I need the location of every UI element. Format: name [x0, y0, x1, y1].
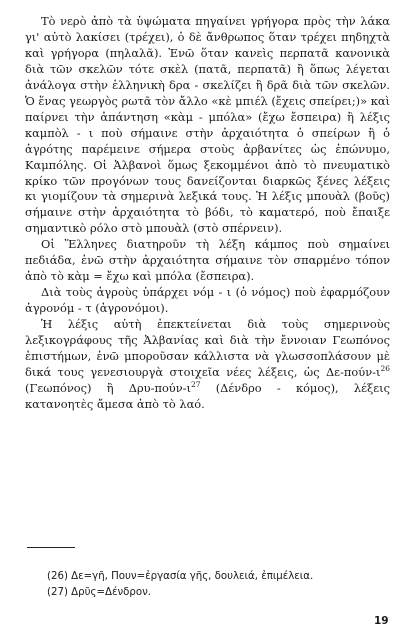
paragraph: Διὰ τοὺς ἀγροὺς ὑπάρχει νόμ - ι (ὁ νόμος) ποὺ ἐφαρμόζουν ἀγρονόμ - τ (ἀγρονόμοι). — [25, 285, 390, 316]
paragraph-text: (Γεωπόνος) ἢ Δρυ-πούν-ι — [25, 380, 191, 395]
footnote-mark: 27 — [190, 380, 201, 390]
main-text — [25, 14, 390, 413]
footnote-mark: 26 — [380, 364, 390, 374]
footnotes — [47, 569, 387, 601]
footnote: (27) Δρῦς=Δένδρον. — [47, 587, 152, 598]
paragraph: Οἱ Ἕλληνες διατηροῦν τὴ λέξη κάμπος ποὺ σημαίνει πεδιάδα, ἐνῶ στὴν ἀρχαιότητα σήμαινε τὸν σπαρμένο τόπον ἀπὸ τὸ κὰμ = ἔχω καὶ μπόλα (ἔσπειρα). — [25, 237, 390, 284]
paragraph: Τὸ νερὸ ἀπὸ τὰ ὑψώματα πηγαίνει γρήγορα πρὸς τὴν λάκα γι' αὐτὸ λακίσει (τρέχει), ὁ δὲ ἄνθρωπος ὅταν τρέχει πηδηχτὰ καὶ γρήγορα (πηλαλᾶ). Ἐνῶ ὅταν κανεὶς περπατᾶ κανονικὰ διὰ τῶν σκελῶν τότε σκὲλ (πατᾶ, περπατᾶ) ἢ ὅπως λέγεται ἀνάλογα στὴν ἑλληνικὴ δρα - σκελίζει ἢ δρᾶ διὰ τῶν σκελῶν. Ὁ ἕνας γεωργὸς ρωτᾶ τὸν ἄλλο «κὲ μπιέλ (ἔχεις σπείρει;)» καὶ παίρνει τὴν ἀπάντηση «κὰμ - μπόλα» (ἔχω ἔσπειρα) ἢ λέξις καμπὸλ - ι ποὺ σήμαινε στὴν ἀρχαιότητα ὁ σπείρων ἢ ὁ ἀγρότης παρέμεινε σήμερα στοὺς ἀρβανίτες ὡς ἐπώνυμο, Καμπόλης. Οἱ Ἀλβανοὶ ὅμως ξεκομμένοι ἀπὸ τὸ πνευματικὸ κρίκο τῶν προγόνων τους δανείζονται διαρκῶς ξένες λέξεις κι γιομίζουν τὰ σημερινὰ λεξικά τους. Ἡ λέξις μπουὰλ (βοῦς) σήμαινε στὴν ἀρχαιότητα τὸ βόδι, τὸ καματερό, ποὺ ἔπαιξε σημαντικὸ ρόλο στὸ μπουὰλ (στὸ σπέρνειν). — [25, 14, 390, 236]
page-number: 19 — [374, 615, 389, 627]
paragraph — [25, 317, 390, 413]
footnote-divider — [27, 547, 75, 548]
footnote: (26) Δε=γῆ, Πουν=ἐργασία γῆς, δουλειά, ἐπιμέλεια. — [47, 571, 314, 582]
paragraph-text: (Δένδρο - κόμος), λέξεις κατανοητὲς ἄμεσα ἀπὸ τὸ λαό. — [25, 380, 390, 411]
paragraph-text: Ἡ λέξις αὐτὴ ἐπεκτείνεται διὰ τοὺς σημερινοὺς λεξικογράφους τῆς Ἀλβανίας καὶ διὰ τὴν ἔννοιαν Γεωπόνος ἐπιστήμων, ἐνῶ μποροῦσαν κάλλιστα νὰ γλωσσοπλάσουν μὲ δικά τους γενεσιουργὰ στοιχεῖα νέες λέξεις, ὡς Δε-πούν-ι — [25, 317, 390, 379]
